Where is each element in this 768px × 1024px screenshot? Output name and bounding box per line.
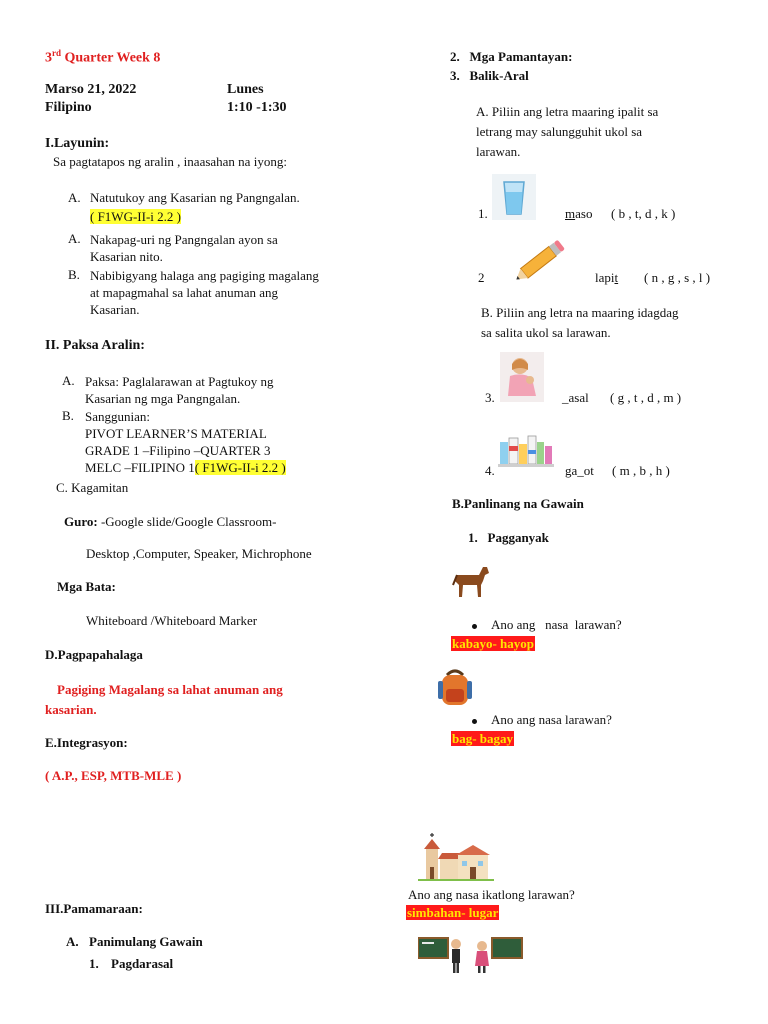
church-school-icon bbox=[418, 833, 494, 881]
bullet-icon bbox=[472, 719, 477, 724]
question-1: Ano ang nasa larawan? bbox=[472, 617, 622, 633]
bullet-icon bbox=[472, 624, 477, 629]
mga-bata-text: Whiteboard /Whiteboard Marker bbox=[86, 613, 258, 628]
item-4-word: ga_ot bbox=[565, 463, 594, 478]
instruction-a: A. Piliin ang letra maaring ipalit sa letrang may salungguhit ukol sa larawan. bbox=[476, 104, 659, 159]
objective-1-marker: A. bbox=[68, 190, 81, 205]
question-3: Ano ang nasa ikatlong larawan? bbox=[408, 887, 575, 902]
pamantayan-heading: 2. Mga Pamantayan: bbox=[450, 49, 573, 64]
paksa-a-text: Paksa: Paglalarawan at Pagtukoy ng Kasarian ng mga Pangngalan. bbox=[85, 374, 274, 406]
paksa-a-marker: A. bbox=[62, 373, 75, 388]
item-4-number: 4. bbox=[485, 463, 495, 478]
quarter-heading: 3rd Quarter Week 8 bbox=[45, 48, 161, 66]
objective-3-text: Nabibigyang halaga ang pagiging magalang at mapagmahal sa lahat anuman ang Kasarian. bbox=[90, 268, 319, 317]
guro-line-2: Desktop ,Computer, Speaker, Michrophone bbox=[86, 546, 312, 561]
glass-icon bbox=[492, 174, 536, 220]
pagpapahalaga-text: Pagiging Magalang sa lahat anuman ang kasarian. bbox=[45, 682, 283, 717]
item-3-number: 3. bbox=[485, 390, 495, 405]
day: Lunes bbox=[227, 82, 264, 97]
pagdarasal-marker: 1. bbox=[89, 956, 99, 971]
paksa-b-marker: B. bbox=[62, 408, 74, 423]
subject: Filipino bbox=[45, 100, 92, 115]
objective-2-marker: A. bbox=[68, 231, 81, 246]
paksa-b-text: Sanggunian: PIVOT LEARNER’S MATERIAL GRADE 1 –Filipino –QUARTER 3 MELC –FILIPINO 1( F1WG-II-i 2.2 ) bbox=[85, 409, 286, 475]
balik-aral-heading: 3. Balik-Aral bbox=[450, 68, 529, 83]
girl-icon bbox=[500, 352, 544, 402]
objective-1-text: Natutukoy ang Kasarian ng Pangngalan. bbox=[90, 190, 300, 205]
item-2-word: lapit bbox=[595, 270, 619, 285]
item-2-choices: ( n , g , s , l ) bbox=[644, 270, 711, 285]
guro-line: Guro: -Google slide/Google Classroom- bbox=[64, 514, 277, 529]
pagganyak-heading: 1. Pagganyak bbox=[468, 530, 549, 545]
date: Marso 21, 2022 bbox=[45, 82, 137, 97]
kagamitan-label: C. Kagamitan bbox=[56, 480, 129, 495]
objective-3-marker: B. bbox=[68, 267, 80, 282]
medicine-icon bbox=[498, 432, 554, 468]
item-2-number: 2 bbox=[478, 270, 485, 285]
paksa-title: II. Paksa Aralin: bbox=[45, 338, 145, 353]
item-3-choices: ( g , t , d , m ) bbox=[610, 390, 682, 405]
backpack-icon bbox=[435, 667, 475, 707]
panlinang-title: B.Panlinang na Gawain bbox=[452, 496, 584, 511]
question-2: Ano ang nasa larawan? bbox=[472, 712, 612, 728]
objective-1-code: ( F1WG-II-i 2.2 ) bbox=[90, 209, 181, 224]
pagpapahalaga-title: D.Pagpapahalaga bbox=[45, 647, 143, 662]
integrasyon-text: ( A.P., ESP, MTB-MLE ) bbox=[45, 768, 182, 783]
answer-2: bag- bagay bbox=[452, 731, 514, 746]
layunin-title: I.Layunin: bbox=[45, 136, 110, 151]
instruction-b: B. Piliin ang letra na maaring idagdag sa salita ukol sa larawan. bbox=[481, 305, 679, 340]
item-1-choices: ( b , t, d , k ) bbox=[611, 206, 676, 221]
pagdarasal-text: Pagdarasal bbox=[111, 956, 174, 971]
item-3-word: _asal bbox=[562, 390, 589, 405]
mga-bata-label: Mga Bata: bbox=[57, 579, 116, 594]
time: 1:10 -1:30 bbox=[227, 100, 287, 115]
item-4-choices: ( m , b , h ) bbox=[612, 463, 670, 478]
panimula-marker: A. bbox=[66, 934, 79, 949]
integrasyon-title: E.Integrasyon: bbox=[45, 735, 128, 750]
item-1-word: maso bbox=[565, 206, 593, 221]
answer-1: kabayo- hayop bbox=[452, 636, 534, 651]
answer-3: simbahan- lugar bbox=[407, 905, 499, 920]
layunin-intro: Sa pagtatapos ng aralin , inaasahan na iyong: bbox=[53, 154, 287, 169]
objective-2-text: Nakapag-uri ng Pangngalan ayon sa Kasarian nito. bbox=[90, 232, 278, 264]
horse-icon bbox=[451, 563, 493, 599]
paksa-b-code: ( F1WG-II-i 2.2 ) bbox=[194, 460, 286, 475]
panimula-text: Panimulang Gawain bbox=[89, 934, 203, 949]
pencil-icon bbox=[510, 236, 570, 286]
item-1-number: 1. bbox=[478, 206, 488, 221]
pamamaraan-title: III.Pamamaraan: bbox=[45, 901, 143, 916]
classroom-icon bbox=[418, 936, 524, 974]
